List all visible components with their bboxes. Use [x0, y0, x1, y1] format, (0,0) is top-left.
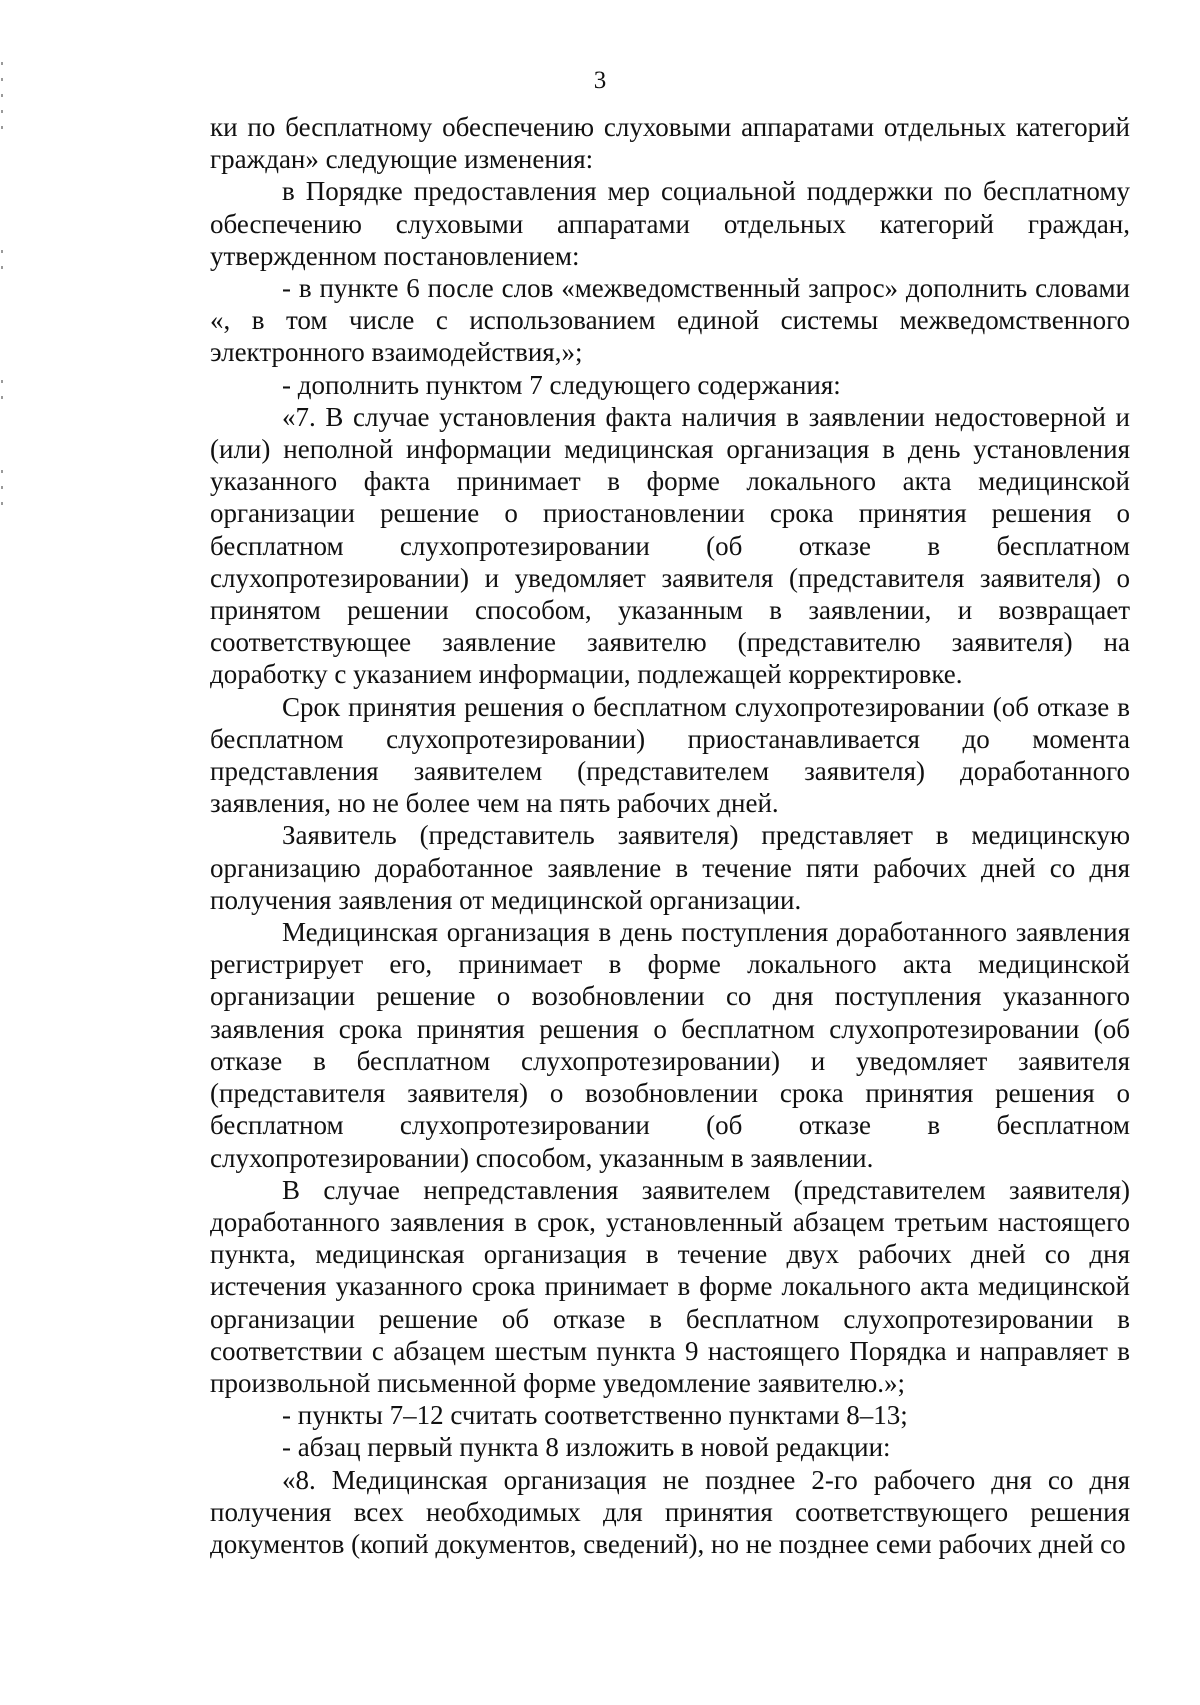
paragraph-suspension-term: Срок принятия решения о бесплатном слухопротезировании (об отказе в бесплатном слухопротезировании) приостанавливается до момента представления заявителем (представителем заявителя) доработанного заявления, но не более чем на пять рабочих дней. [210, 691, 1130, 819]
paragraph-continuation: ки по бесплатному обеспечению слуховыми аппаратами отдельных категорий граждан» следующие изменения: [210, 112, 1130, 175]
scan-margin-marks [0, 0, 6, 1705]
scan-mark [1, 266, 3, 269]
scan-mark [1, 62, 3, 65]
paragraph-applicant-resubmission: Заявитель (представитель заявителя) представляет в медицинскую организацию доработанное заявление в течение пяти рабочих дней со дня получения заявления от медицинской организации. [210, 820, 1130, 915]
paragraph-renumbering: - пункты 7–12 считать соответственно пунктами 8–13; [282, 1400, 908, 1431]
scan-mark [1, 486, 3, 489]
scan-mark [1, 396, 3, 399]
paragraph-amendment-intro: в Порядке предоставления мер социальной поддержки по бесплатному обеспечению слуховыми аппаратами отдельных категорий граждан, утвержденном постановлением: [210, 176, 1130, 271]
paragraph-item-7-text: «7. В случае установления факта наличия в заявлении недостоверной и (или) неполной информации медицинская организация в день установления указанного факта принимает в форме локального акта медицинской организации решение о приостановлении срока принятия решения о бесплатном слухопротезировании (об отказе в бесплатном слухопротезировании) и уведомляет заявителя (представителя заявителя) о принятом решении способом, указанным в заявлении, и возвращает соответствующее заявление заявителю (представителю заявителя) на доработку с указанием информации, подлежащей корректировке. [210, 401, 1130, 690]
paragraph-add-item-7: - дополнить пунктом 7 следующего содержания: [282, 369, 841, 400]
scan-mark [1, 470, 3, 473]
paragraph-resumption: Медицинская организация в день поступления доработанного заявления регистрирует его, принимает в форме локального акта медицинской организации решение о возобновлении со дня поступления указанного заявления срока принятия решения о бесплатном слухопротезировании (об отказе в бесплатном слухопротезировании) и уведомляет заявителя (представителя заявителя) о возобновлении срока принятия решения о бесплатном слухопротезировании (об отказе в бесплатном слухопротезировании) способом, указанным в заявлении. [210, 917, 1130, 1173]
paragraph-item-8-new-edition: - абзац первый пункта 8 изложить в новой редакции: [282, 1432, 891, 1463]
paragraph-non-submission: В случае непредставления заявителем (представителем заявителя) доработанного заявления в срок, установленный абзацем третьим настоящего пункта, медицинская организация в течение двух рабочих дней со дня истечения указанного срока принимает в форме локального акта медицинской организации решение об отказе в бесплатном слухопротезировании в соответствии с абзацем шестым пункта 9 настоящего Порядка и направляет в произвольной письменной форме уведомление заявителю.»; [210, 1174, 1130, 1398]
document-body [210, 111, 1130, 1560]
scan-mark [1, 126, 3, 129]
page-number: 3 [593, 67, 607, 94]
paragraph-item-8-text: «8. Медицинская организация не позднее 2-го рабочего дня со дня получения всех необходимых для принятия соответствующего решения документов (копий документов, сведений), но не позднее семи рабочих дней со [210, 1464, 1130, 1559]
scan-mark [1, 380, 3, 383]
paragraph-item-6-change: - в пункте 6 после слов «межведомственный запрос» дополнить словами «, в том числе с использованием единой системы межведомственного электронного взаимодействия,»; [210, 273, 1130, 368]
scan-mark [1, 250, 3, 253]
scan-mark [1, 502, 3, 505]
scan-mark [1, 110, 3, 113]
